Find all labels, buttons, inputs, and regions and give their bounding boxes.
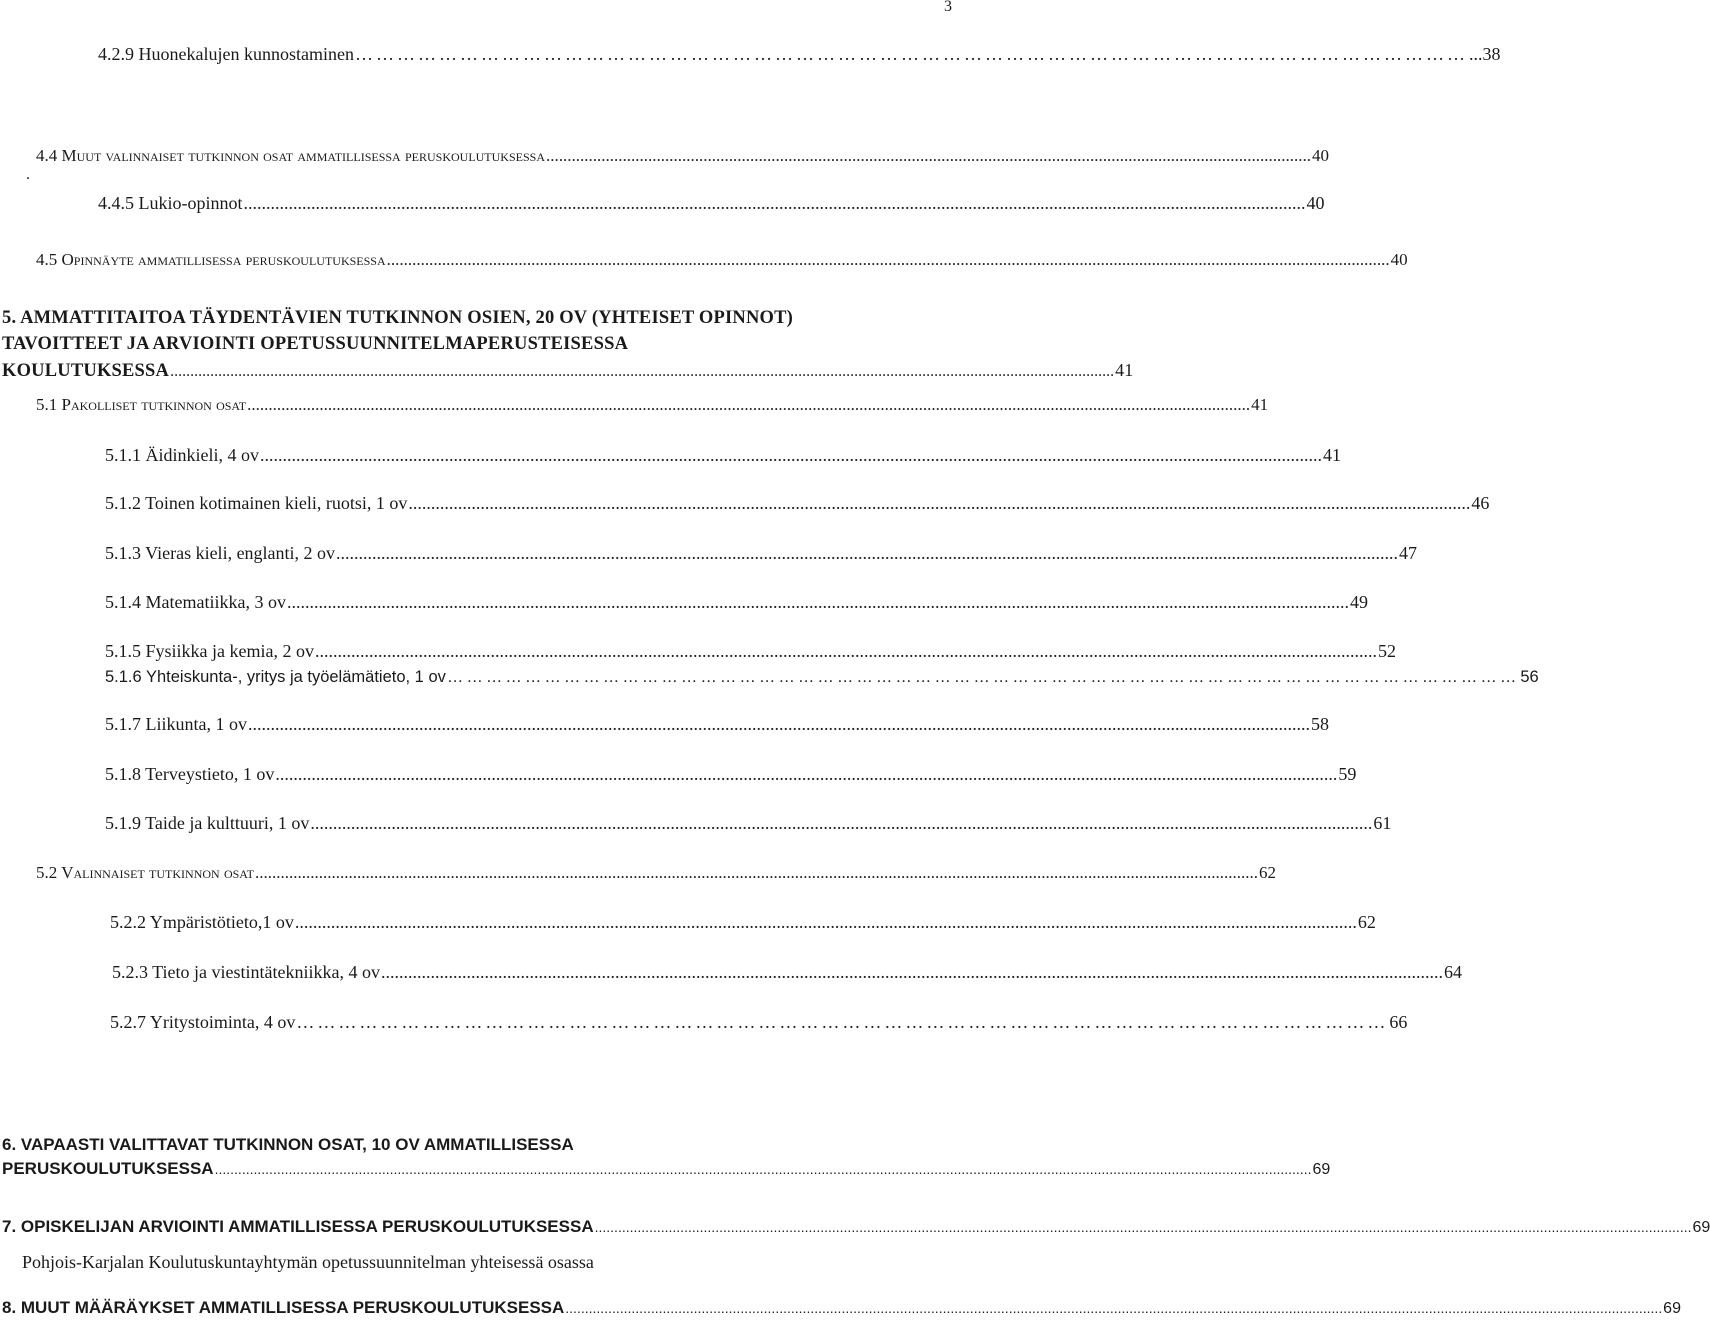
toc-entry-title: 5.1.3 Vieras kieli, englanti, 2 ov (105, 543, 336, 563)
toc-heading-5-line-2[interactable]: TAVOITTEET JA ARVIOINTI OPETUSSUUNNITELMAPERUSTEISESSA (2, 334, 629, 354)
toc-entry-5-1-7[interactable] (105, 714, 1329, 735)
toc-entry-8[interactable] (2, 1298, 1681, 1318)
toc-entry-5-2-2[interactable] (110, 912, 1376, 933)
toc-entry-title: 5.1.4 Matematiikka, 3 ov (105, 592, 286, 612)
toc-entry-5-1-3[interactable] (105, 543, 1418, 564)
toc-page-number: ...38 (1468, 44, 1501, 64)
toc-leader: ………………………………………………………………………………………………………………………………………………… (446, 668, 1520, 686)
toc-entry-title: 8. MUUT MÄÄRÄYKSET AMMATILLISESSA PERUSKOULUTUKSESSA (2, 1298, 565, 1317)
toc-page-number: 61 (1373, 813, 1392, 833)
toc-entry-title: 5.1.9 Taide ja kulttuuri, 1 ov (105, 813, 310, 833)
toc-page-number: 62 (1357, 912, 1376, 932)
toc-leader: ............................................................................................................................................................................................................................................ (275, 764, 1338, 784)
toc-leader: ............................................................................................................................................................................................................................................ (247, 395, 1251, 414)
toc-page-number: 52 (1377, 641, 1396, 661)
toc-entry-4-2-9[interactable] (98, 44, 1501, 65)
toc-heading-5-line-1[interactable]: 5. AMMATTITAITOA TÄYDENTÄVIEN TUTKINNON OSIEN, 20 OV (YHTEISET OPINNOT) (2, 308, 794, 328)
toc-leader: ............................................................................................................................................................................................................................................ (170, 363, 1115, 380)
toc-page-number: 40 (1390, 250, 1408, 269)
toc-leader: ............................................................................................................................................................................................................................................ (314, 641, 1377, 661)
toc-entry-5-1-4[interactable] (105, 592, 1368, 613)
toc-page-number: 46 (1471, 493, 1490, 513)
toc-leader: ............................................................................................................................................................................................................................................ (254, 863, 1258, 882)
toc-leader: ............................................................................................................................................................................................................................................ (260, 445, 1322, 465)
toc-leader: ............................................................................................................................................................................................................................................ (381, 962, 1443, 982)
toc-entry-5[interactable] (2, 360, 1134, 382)
toc-leader: ............................................................................................................................................................................................................................................ (310, 813, 1373, 833)
toc-entry-5-2-7[interactable] (110, 1012, 1408, 1033)
toc-entry-4-4[interactable] (36, 146, 1329, 166)
toc-entry-5-1-8[interactable] (105, 764, 1357, 785)
toc-entry-7[interactable] (2, 1217, 1710, 1237)
toc-note-7: Pohjois-Karjalan Koulutuskuntayhtymän opetussuunnitelman yhteisessä osassa (22, 1252, 594, 1272)
page-number: 3 (944, 0, 952, 15)
toc-page-number: 41 (1115, 360, 1134, 380)
stray-mark: . (26, 166, 30, 183)
toc-entry-title: 4.4 Muut valinnaiset tutkinnon osat ammatillisessa peruskoulutuksessa (36, 146, 545, 165)
toc-leader: ............................................................................................................................................................................................................................................ (294, 912, 1357, 932)
toc-entry-title: 5.2.2 Ympäristötieto,1 ov (110, 912, 294, 932)
toc-page-number: 66 (1389, 1012, 1408, 1032)
toc-entry-title: 5.1.5 Fysiikka ja kemia, 2 ov (105, 641, 314, 661)
toc-leader: …………………………………………………………………………………………………………………………………………… (354, 44, 1468, 64)
toc-entry-5-1-2[interactable] (105, 493, 1490, 514)
toc-entry-title: 5.1.2 Toinen kotimainen kieli, ruotsi, 1 ov (105, 493, 408, 513)
toc-leader: .......................................................................................................................................................................................................................................................................................... (565, 1300, 1663, 1316)
toc-entry-title: 7. OPISKELIJAN ARVIOINTI AMMATILLISESSA PERUSKOULUTUKSESSA (2, 1217, 594, 1236)
toc-entry-4-5[interactable] (36, 250, 1408, 270)
toc-page-number: 69 (1692, 1219, 1710, 1236)
toc-entry-title: 5.1.6 Yhteiskunta-, yritys ja työelämätieto, 1 ov (105, 668, 446, 686)
toc-page-number: 40 (1306, 193, 1325, 213)
toc-page-number: 58 (1311, 714, 1329, 734)
toc-entry-5-1-1[interactable] (105, 445, 1341, 466)
toc-page-number: 41 (1323, 445, 1341, 465)
toc-leader: ………………………………………………………………………………………………………………………………………… (296, 1012, 1389, 1032)
toc-leader: ............................................................................................................................................................................................................................................ (386, 250, 1390, 269)
toc-page-number: 40 (1312, 146, 1329, 165)
toc-page-number: 59 (1338, 764, 1357, 784)
toc-leader: ............................................................................................................................................................................................................................................ (248, 714, 1310, 734)
toc-page-number: 62 (1258, 863, 1276, 882)
toc-leader: .......................................................................................................................................................................................................................................................................................... (214, 1161, 1312, 1177)
toc-page-number: 69 (1663, 1300, 1681, 1317)
toc-entry-title: 5.2.7 Yritystoiminta, 4 ov (110, 1012, 296, 1032)
toc-entry-title: 5.1 Pakolliset tutkinnon osat (36, 395, 247, 414)
toc-entry-title: PERUSKOULUTUKSESSA (2, 1159, 214, 1178)
toc-page-number: 64 (1444, 962, 1462, 982)
toc-leader: ............................................................................................................................................................................................................................................ (243, 193, 1306, 213)
toc-entry-title: 4.2.9 Huonekalujen kunnostaminen (98, 44, 354, 64)
toc-heading-6-line-1[interactable]: 6. VAPAASTI VALITTAVAT TUTKINNON OSAT, 10 OV AMMATILLISESSA (2, 1135, 574, 1154)
toc-entry-5-1-5[interactable] (105, 641, 1396, 662)
toc-entry-title: 5.1.8 Terveystieto, 1 ov (105, 764, 275, 784)
toc-entry-title: 4.5 Opinnäyte ammatillisessa peruskoulutuksessa (36, 250, 386, 269)
toc-page-number: 49 (1349, 592, 1368, 612)
toc-entry-title: KOULUTUKSESSA (2, 361, 170, 381)
toc-entry-title: 4.4.5 Lukio-opinnot (98, 193, 243, 213)
toc-page-number: 56 (1520, 668, 1539, 686)
toc-entry-title: 5.1.7 Liikunta, 1 ov (105, 714, 247, 734)
toc-leader: ............................................................................................................................................................................................................................................ (408, 493, 1471, 513)
toc-entry-5-1-6[interactable] (105, 668, 1539, 687)
toc-entry-title: 5.1.1 Äidinkieli, 4 ov (105, 445, 259, 465)
toc-page-number: 69 (1312, 1161, 1331, 1178)
toc-entry-title: 5.2.3 Tieto ja viestintätekniikka, 4 ov (112, 962, 380, 982)
toc-leader: .......................................................................................................................................................................................................................................................................................... (594, 1219, 1692, 1235)
toc-entry-5-2-3[interactable] (112, 962, 1462, 983)
toc-entry-4-4-5[interactable] (98, 193, 1325, 214)
toc-leader: ............................................................................................................................................................................................................................................ (286, 592, 1349, 612)
toc-page-number: 41 (1251, 395, 1269, 414)
toc-entry-title: 5.2 Valinnaiset tutkinnon osat (36, 863, 254, 882)
toc-entry-6[interactable] (2, 1159, 1331, 1179)
toc-entry-5-1-9[interactable] (105, 813, 1392, 834)
toc-leader: .................................................................................................................................................................................... (546, 146, 1311, 165)
toc-page-number: 47 (1399, 543, 1418, 563)
toc-entry-5-2[interactable] (36, 863, 1276, 883)
toc-leader: ............................................................................................................................................................................................................................................ (336, 543, 1399, 563)
toc-entry-5-1[interactable] (36, 395, 1269, 415)
